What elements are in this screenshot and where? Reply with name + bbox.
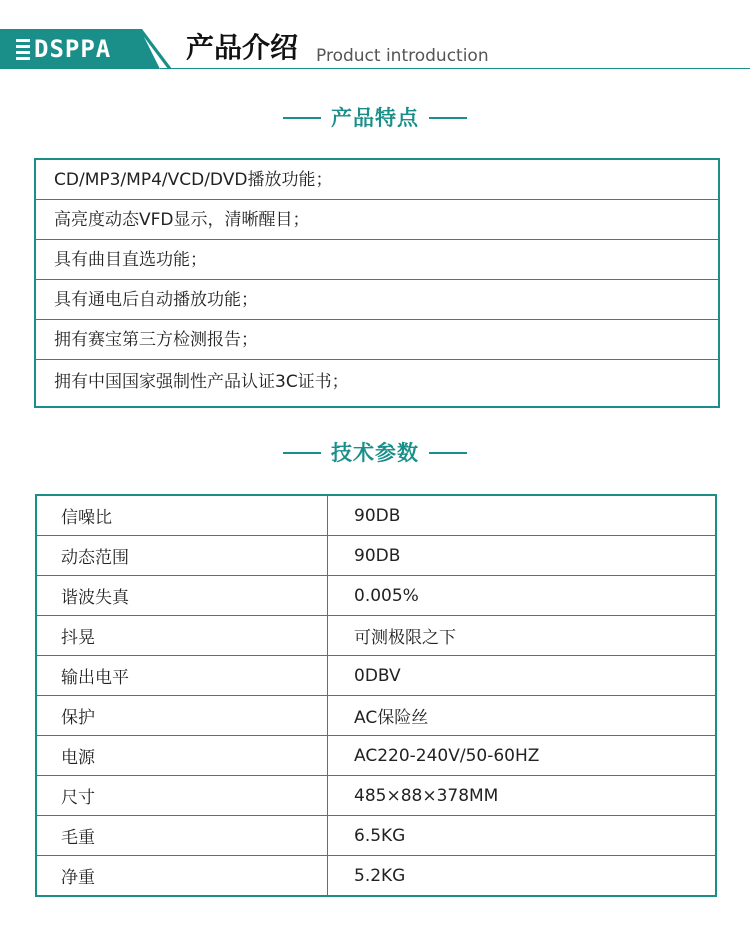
spec-key: 净重: [36, 856, 328, 897]
spec-key: 抖晃: [36, 616, 328, 656]
spec-value: 485×88×378MM: [328, 776, 717, 816]
heading-dash-right: [429, 117, 467, 119]
spec-key: 谐波失真: [36, 576, 328, 616]
specs-heading: [0, 439, 750, 467]
spec-value: 可测极限之下: [328, 616, 717, 656]
specs-table: [35, 494, 717, 897]
feature-item: CD/MP3/MP4/VCD/DVD播放功能；: [36, 160, 718, 200]
heading-dash-left: [283, 452, 321, 454]
table-row: [36, 736, 716, 776]
page-subtitle: Product introduction: [316, 46, 489, 66]
heading-dash-right: [429, 452, 467, 454]
spec-key: 动态范围: [36, 536, 328, 576]
spec-value: 90DB: [328, 495, 717, 536]
table-row: [36, 616, 716, 656]
spec-key: 尺寸: [36, 776, 328, 816]
spec-value: AC220-240V/50-60HZ: [328, 736, 717, 776]
header-banner: [0, 0, 750, 72]
spec-key: 电源: [36, 736, 328, 776]
feature-item: 拥有赛宝第三方检测报告；: [36, 320, 718, 360]
features-list: [34, 158, 720, 408]
feature-item: 拥有中国国家强制性产品认证3C证书；: [54, 372, 349, 392]
spec-value: 0.005%: [328, 576, 717, 616]
logo-stripes-icon: [16, 39, 30, 60]
spec-key: 毛重: [36, 816, 328, 856]
brand-logo: [16, 36, 111, 62]
specs-heading-label: 技术参数: [331, 441, 419, 465]
spec-key: 信噪比: [36, 495, 328, 536]
feature-item: 高亮度动态VFD显示，清晰醒目；: [36, 200, 718, 240]
heading-dash-left: [283, 117, 321, 119]
features-heading-label: 产品特点: [331, 106, 419, 130]
table-row: [36, 816, 716, 856]
logo-text: DSPPA: [34, 35, 112, 63]
table-row: [36, 536, 716, 576]
spec-value: 5.2KG: [328, 856, 717, 897]
page-title: 产品介绍: [186, 31, 299, 64]
spec-value: AC保险丝: [328, 696, 717, 736]
table-row: [36, 776, 716, 816]
feature-item: 具有通电后自动播放功能；: [36, 280, 718, 320]
feature-item: 具有曲目直选功能；: [36, 240, 718, 280]
spec-key: 输出电平: [36, 656, 328, 696]
table-row: [36, 856, 716, 897]
table-row: [36, 576, 716, 616]
table-row: [36, 696, 716, 736]
spec-value: 0DBV: [328, 656, 717, 696]
header-divider: [160, 68, 750, 69]
table-row: [36, 656, 716, 696]
spec-value: 6.5KG: [328, 816, 717, 856]
spec-key: 保护: [36, 696, 328, 736]
table-row: [36, 495, 716, 536]
features-heading: [0, 104, 750, 132]
spec-value: 90DB: [328, 536, 717, 576]
